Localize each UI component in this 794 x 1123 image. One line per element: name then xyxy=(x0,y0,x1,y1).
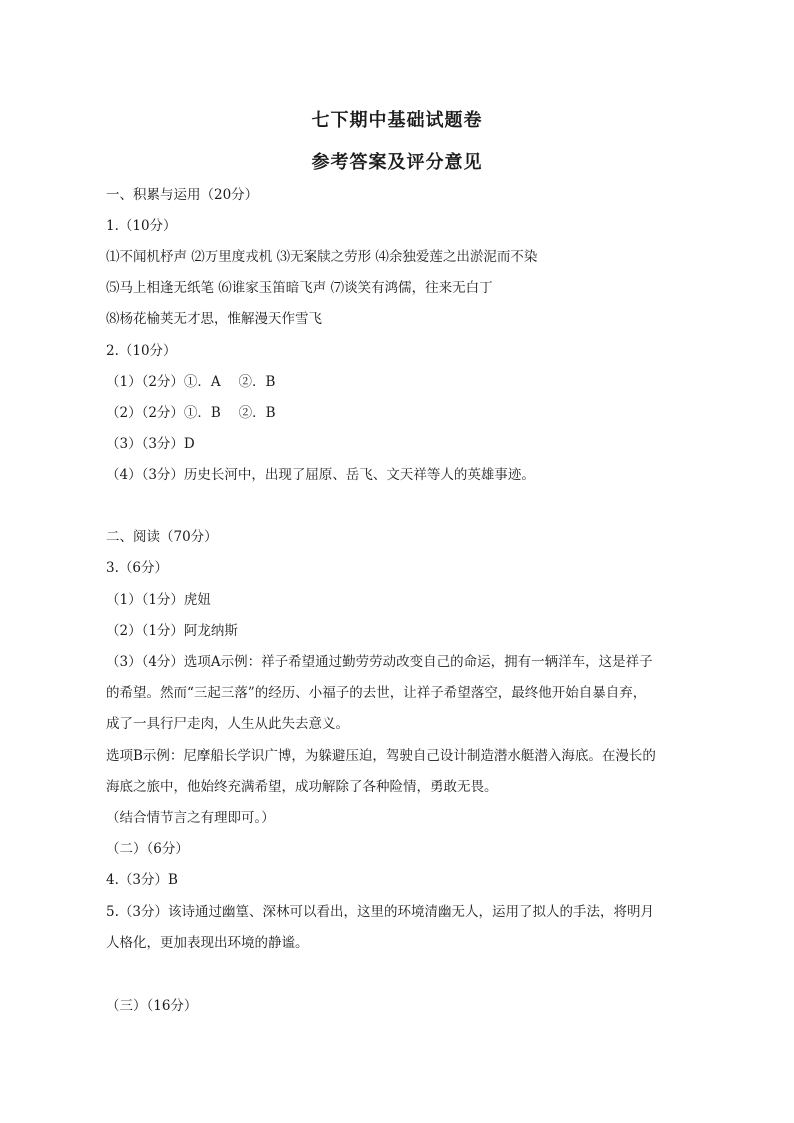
answer-line: （4）（3分）历史长河中，出现了屈原、岳飞、文天祥等人的英雄事迹。 xyxy=(106,467,535,483)
answer-line: 海底之旅中，他始终充满希望，成功解除了各种险情，勇敢无畏。 xyxy=(106,779,498,795)
answer-line: 人格化，更加表现出环境的静谧。 xyxy=(106,935,309,951)
section-heading-2: 二、阅读（70分） xyxy=(106,529,218,545)
answer-note: （结合情节言之有理即可。） xyxy=(106,810,275,826)
section-heading-1: 一、积累与运用（20分） xyxy=(106,187,259,203)
answer-line: （3）（4分）选项A示例：祥子希望通过勤劳劳动改变自己的命运，拥有一辆洋车，这是祥子 xyxy=(106,654,653,670)
page-title: 七下期中基础试题卷 xyxy=(311,110,483,131)
answer-line: （1）（2分）①．A ②．B xyxy=(106,374,276,390)
subsection-heading: （三）（16分） xyxy=(106,998,198,1014)
answer-line: ⑻杨花榆荚无才思，惟解漫天作雪飞 xyxy=(106,311,322,327)
answer-line: ⑸马上相逢无纸笔 ⑹谁家玉笛暗飞声 ⑺谈笑有鸿儒，往来无白丁 xyxy=(106,280,493,296)
subsection-heading: （二）（6分） xyxy=(106,841,189,857)
answer-line: （3）（3分）D xyxy=(106,436,195,452)
answer-line: 4.（3分）B xyxy=(106,872,178,888)
answer-line: （2）（2分）①．B ②．B xyxy=(106,405,276,421)
answer-line: （1）（1分）虎妞 xyxy=(106,592,211,608)
question-1-heading: 1.（10分） xyxy=(106,218,177,234)
question-2-heading: 2.（10分） xyxy=(106,343,177,359)
answer-line: （2）（1分）阿龙纳斯 xyxy=(106,623,238,639)
answer-line: 的希望。然而“三起三落”的经历、小福子的去世，让祥子希望落空，最终他开始自暴自弃， xyxy=(106,685,647,701)
answer-line: ⑴不闻机杼声 ⑵万里度戎机 ⑶无案牍之劳形 ⑷余独爱莲之出淤泥而不染 xyxy=(106,249,538,265)
page-subtitle: 参考答案及评分意见 xyxy=(311,152,483,173)
question-3-heading: 3.（6分） xyxy=(106,560,168,576)
answer-line: 5.（3分）该诗通过幽篁、深林可以看出，这里的环境清幽无人，运用了拟人的手法，将明月 xyxy=(106,904,654,920)
answer-line: 选项B示例：尼摩船长学识广博，为躲避压迫，驾驶自己设计制造潜水艇潜入海底。在漫长的 xyxy=(106,748,656,764)
answer-line: 成了一具行尸走肉，人生从此失去意义。 xyxy=(106,716,349,732)
